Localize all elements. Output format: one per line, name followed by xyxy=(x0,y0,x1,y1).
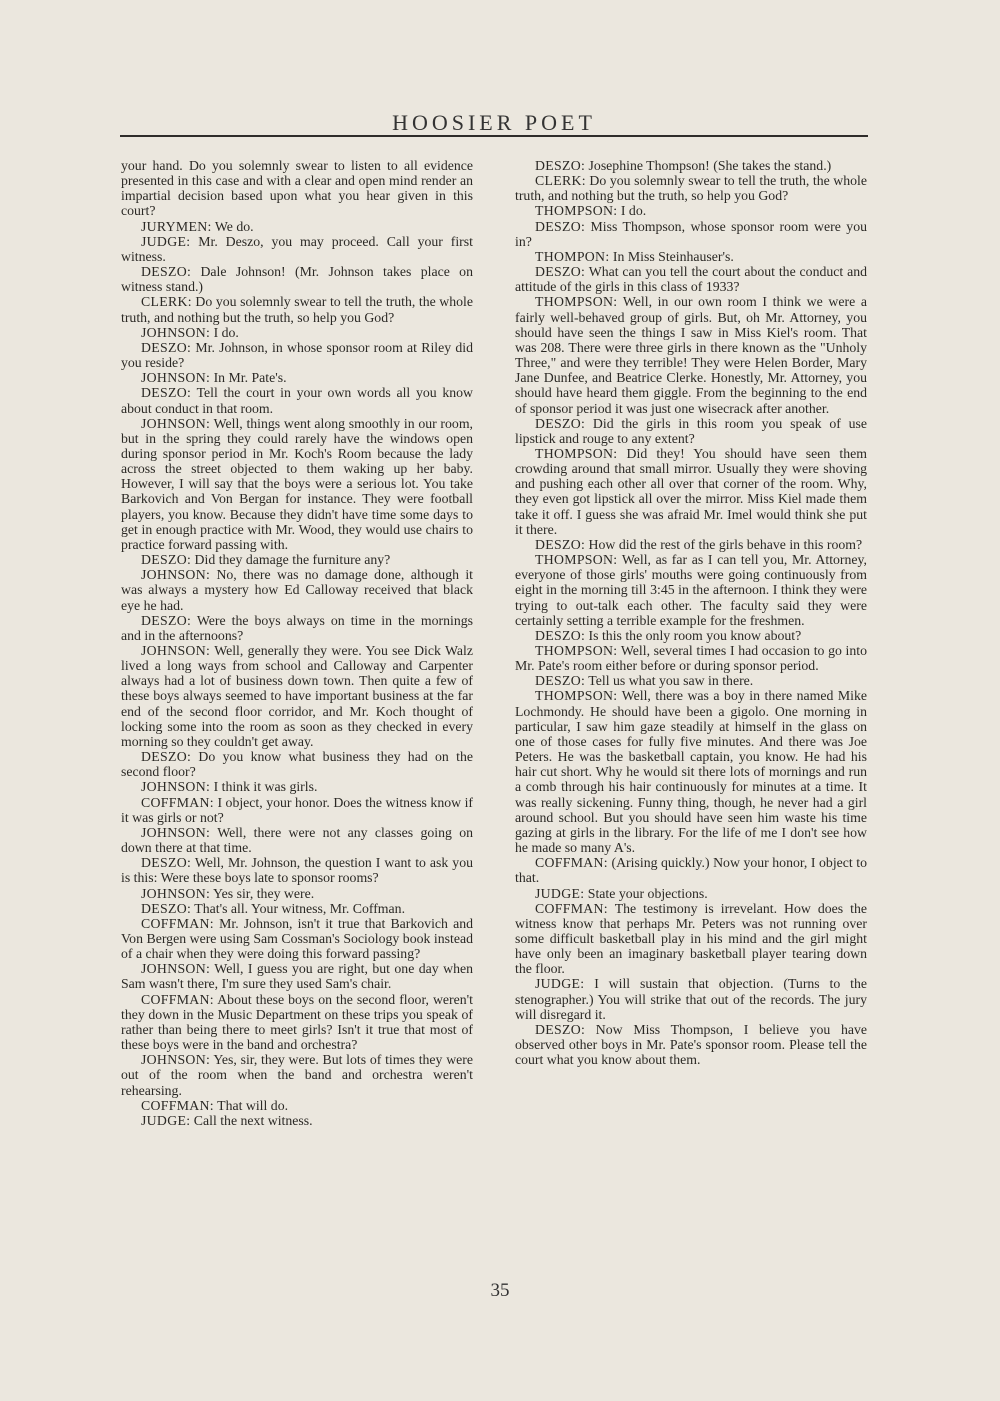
dialogue-paragraph xyxy=(515,976,867,1021)
dialogue-text: Tell the court in your own words all you know about conduct in that room. xyxy=(121,385,474,416)
dialogue-paragraph xyxy=(121,825,473,855)
dialogue-text: That will do. xyxy=(217,1097,289,1113)
speaker-label: JOHNSON: xyxy=(141,779,211,795)
speaker-label: DESZO: xyxy=(535,158,586,173)
speaker-label: JUDGE: xyxy=(535,885,585,901)
speaker-label: DESZO: xyxy=(535,415,586,431)
dialogue-paragraph xyxy=(515,855,867,885)
speaker-label: DESZO: xyxy=(535,218,586,234)
dialogue-text: Do you solemnly swear to tell the truth, the whole truth, and nothing but the truth, so help you God? xyxy=(515,173,868,204)
dialogue-text: Did they! You should have seen them crowding around that small mirror. Usually they were shoving and pushing each other all over that corner of the room. Why, they even got lipstick all over the mirror. Miss Kiel made them take it off. I guess she was afraid Mr. Imel would think she put it there. xyxy=(515,445,867,537)
dialogue-text: How did the rest of the girls behave in this room? xyxy=(588,536,863,552)
dialogue-paragraph xyxy=(515,294,867,415)
speaker-label: DESZO: xyxy=(535,673,586,689)
dialogue-text: I object, your honor. Does the witness know if it was girls or not? xyxy=(121,794,474,825)
speaker-label: COFFMAN: xyxy=(141,794,214,810)
dialogue-paragraph xyxy=(121,1113,473,1128)
dialogue-paragraph xyxy=(515,688,867,855)
dialogue-text: That's all. Your witness, Mr. Coffman. xyxy=(194,900,406,916)
dialogue-paragraph xyxy=(121,749,473,779)
speaker-label: JUDGE: xyxy=(535,976,585,992)
speaker-label: DESZO: xyxy=(141,339,192,355)
dialogue-paragraph xyxy=(515,628,867,643)
speaker-label: DESZO: xyxy=(141,855,192,871)
dialogue-text: The testimony is irrevelant. How does the witness know that perhaps Mr. Peters was not running over some difficult basketball play in his mind and the girl might have only been an imaginary basketball player tearing down the floor. xyxy=(515,900,868,977)
speaker-label: JOHNSON: xyxy=(141,324,211,340)
dialogue-text: Yes sir, they were. xyxy=(213,885,315,901)
dialogue-paragraph xyxy=(515,552,867,628)
dialogue-text: In Miss Steinhauser's. xyxy=(612,248,734,264)
dialogue-paragraph xyxy=(515,446,867,537)
dialogue-paragraph xyxy=(515,1022,867,1067)
speaker-label: JOHNSON: xyxy=(141,961,211,977)
speaker-label: DESZO: xyxy=(141,612,192,628)
speaker-label: DESZO: xyxy=(535,264,586,280)
dialogue-text: Do you solemnly swear to tell the truth, the whole truth, and nothing but the truth, so help you God? xyxy=(121,294,474,325)
dialogue-paragraph xyxy=(121,992,473,1053)
dialogue-paragraph xyxy=(121,385,473,415)
dialogue-paragraph xyxy=(121,567,473,612)
dialogue-text: Were the boys always on time in the mornings and in the afternoons? xyxy=(121,612,473,643)
speaker-label: COFFMAN: xyxy=(535,855,608,871)
speaker-label: JOHNSON: xyxy=(141,567,211,583)
left-column xyxy=(121,158,473,1128)
dialogue-text: We do. xyxy=(214,218,254,234)
speaker-label: JOHNSON: xyxy=(141,1052,211,1068)
dialogue-text: Well, I guess you are right, but one day when Sam wasn't there, I'm sure they used Sam's chair. xyxy=(121,961,473,992)
speaker-label: DESZO: xyxy=(141,552,192,568)
dialogue-paragraph xyxy=(121,158,473,219)
dialogue-text: Dale Johnson! (Mr. Johnson takes place on witness stand.) xyxy=(121,264,473,295)
speaker-label: COFFMAN: xyxy=(535,900,608,916)
speaker-label: THOMPSON: xyxy=(535,643,618,658)
dialogue-text: Now Miss Thompson, I believe you have observed other boys in Mr. Pate's sponsor room. Please tell the court what you know about them. xyxy=(515,1021,868,1068)
dialogue-text: No, there was no damage done, although it was always a mystery how Ed Calloway received that black eye he had. xyxy=(121,567,473,613)
dialogue-text: Well, in our own room I think we were a fairly well-behaved group of girls. But, oh Mr. Attorney, you should have seen the things I saw in Miss Kiel's room. That was 208. There were three girls in there known as the "Unholy Three," and were they terrible! They were Helen Border, Mary Jane Dunfee, and Beatrice Clerke. Honestly, Mr. Attorney, you should have heard them giggle. From the beginning to the end of sponsor period it was just one wisecrack after another. xyxy=(515,294,867,416)
speaker-label: CLERK: xyxy=(535,173,586,189)
speaker-label: THOMPSON: xyxy=(535,688,618,704)
dialogue-text: Josephine Thompson! (She takes the stand.) xyxy=(588,158,832,173)
dialogue-paragraph xyxy=(515,249,867,264)
speaker-label: THOMPSON: xyxy=(535,203,618,219)
speaker-label: JUDGE: xyxy=(141,1112,191,1128)
speaker-label: THOMPSON: xyxy=(535,294,618,310)
dialogue-text: I will sustain that objection. (Turns to the stenographer.) You will strike that out of the records. The jury will disregard it. xyxy=(515,976,867,1022)
speaker-label: COFFMAN: xyxy=(141,991,214,1007)
dialogue-paragraph xyxy=(121,264,473,294)
dialogue-paragraph xyxy=(515,901,867,977)
dialogue-paragraph xyxy=(121,325,473,340)
dialogue-text: Is this the only room you know about? xyxy=(588,627,802,643)
dialogue-text: Miss Thompson, whose sponsor room were you in? xyxy=(515,218,867,249)
speaker-label: DESZO: xyxy=(535,1021,586,1037)
dialogue-text: your hand. Do you solemnly swear to listen to all evidence presented in this case and with a clear and open mind render an impartial decision based upon what you hear given in this court? xyxy=(121,158,473,219)
speaker-label: THOMPSON: xyxy=(535,552,618,568)
dialogue-paragraph xyxy=(121,1052,473,1097)
dialogue-text: Call the next witness. xyxy=(193,1112,313,1128)
dialogue-text: Tell us what you saw in there. xyxy=(588,673,754,689)
dialogue-paragraph xyxy=(515,416,867,446)
dialogue-paragraph xyxy=(121,855,473,885)
speaker-label: THOMPSON: xyxy=(535,445,618,461)
speaker-label: COFFMAN: xyxy=(141,1097,214,1113)
dialogue-text: (Arising quickly.) Now your honor, I object to that. xyxy=(515,855,867,886)
page-header-title: HOOSIER POET xyxy=(392,110,596,135)
dialogue-text: Well, as far as I can tell you, Mr. Attorney, everyone of those girls' mouths were going continuously from eight in the morning till 3:45 in the afternoon. I think they were trying to out-talk each other. The faculty said they were certainly setting a terrible example for the freshmen. xyxy=(515,552,867,628)
speaker-label: DESZO: xyxy=(141,264,192,280)
dialogue-text: Do you know what business they had on the second floor? xyxy=(121,749,473,780)
speaker-label: DESZO: xyxy=(535,627,586,643)
dialogue-paragraph xyxy=(515,537,867,552)
dialogue-paragraph xyxy=(515,673,867,688)
dialogue-text: Did the girls in this room you speak of use lipstick and rouge to any extent? xyxy=(515,415,868,446)
dialogue-text: Well, Mr. Johnson, the question I want to ask you is this: Were these boys late to sponsor rooms? xyxy=(121,855,473,886)
dialogue-text: Well, there were not any classes going on down there at that time. xyxy=(121,824,473,856)
dialogue-paragraph xyxy=(121,370,473,385)
speaker-label: JUDGE: xyxy=(141,233,191,249)
dialogue-paragraph xyxy=(121,795,473,825)
speaker-label: DESZO: xyxy=(141,900,192,916)
dialogue-text: I do. xyxy=(620,203,647,219)
dialogue-paragraph xyxy=(121,294,473,324)
dialogue-paragraph xyxy=(121,901,473,916)
dialogue-paragraph xyxy=(121,1098,473,1113)
dialogue-paragraph xyxy=(121,416,473,552)
dialogue-paragraph xyxy=(121,886,473,901)
speaker-label: DESZO: xyxy=(141,749,192,765)
speaker-label: DESZO: xyxy=(141,385,192,401)
dialogue-text: What can you tell the court about the conduct and attitude of the girls in this class of 1933? xyxy=(515,264,867,295)
dialogue-paragraph xyxy=(121,643,473,749)
speaker-label: DESZO: xyxy=(535,536,586,552)
dialogue-paragraph xyxy=(121,234,473,264)
dialogue-text: Did they damage the furniture any? xyxy=(194,552,391,568)
header-rule xyxy=(120,135,868,137)
speaker-label: JOHNSON: xyxy=(141,643,211,658)
dialogue-text: Well, there was a boy in there named Mike Lochmondy. He should have been a gigolo. One morning in particular, I saw him gaze steadily at himself in the glass on one of those cases for fully five minutes. And there was Joe Peters. He was the basketball captain, you know. He had his hair cut short. Why he would sit there lots of mornings and run a comb through his hair continuously for minutes at a time. It was really sickening. Funny thing, though, he never had a girl around school. But you should have seen him waste his time gazing at girls in the library. For the life of me I don't see how he made so many A's. xyxy=(515,688,867,856)
dialogue-text: Mr. Johnson, isn't it true that Barkovich and Von Bergen were using Sam Cossman's Sociology book instead of a chair when they were doing this forward passing? xyxy=(121,915,473,962)
dialogue-paragraph xyxy=(121,916,473,961)
right-column xyxy=(515,158,867,1067)
speaker-label: CLERK: xyxy=(141,294,192,310)
dialogue-text: In Mr. Pate's. xyxy=(213,370,287,386)
dialogue-paragraph xyxy=(515,203,867,218)
dialogue-paragraph xyxy=(121,779,473,794)
dialogue-text: State your objections. xyxy=(587,885,708,901)
speaker-label: JURYMEN: xyxy=(141,218,212,234)
dialogue-paragraph xyxy=(121,613,473,643)
dialogue-text: Mr. Johnson, in whose sponsor room at Riley did you reside? xyxy=(121,339,473,371)
dialogue-text: About these boys on the second floor, weren't they down in the Music Department on these trips you speak of rather than being there to meet girls? Isn't it true that most of these boys were in the band and orchestra? xyxy=(121,991,473,1053)
dialogue-paragraph xyxy=(515,886,867,901)
dialogue-text: Well, generally they were. You see Dick Walz lived a long ways from school and Calloway and Carpenter always had a lot of business down town. Then quite a few of these boys always seemed to have important business at the far end of the second floor corridor, and Mr. Koch thought of locking some into the room as soon as they checked in every morning so they couldn't get away. xyxy=(121,643,473,749)
dialogue-text: I do. xyxy=(213,324,239,340)
dialogue-text: Yes, sir, they were. But lots of times they were out of the room when the band and orchestra weren't rehearsing. xyxy=(121,1052,473,1098)
speaker-label: COFFMAN: xyxy=(141,915,214,931)
speaker-label: JOHNSON: xyxy=(141,885,211,901)
dialogue-paragraph xyxy=(515,158,867,173)
dialogue-paragraph xyxy=(121,961,473,991)
dialogue-paragraph xyxy=(515,643,867,673)
page-number: 35 xyxy=(490,1280,510,1301)
dialogue-paragraph xyxy=(515,173,867,203)
dialogue-paragraph xyxy=(121,552,473,567)
speaker-label: JOHNSON: xyxy=(141,824,211,840)
dialogue-paragraph xyxy=(121,340,473,370)
speaker-label: THOMPON: xyxy=(535,248,610,264)
dialogue-paragraph xyxy=(515,219,867,249)
dialogue-text: Mr. Deszo, you may proceed. Call your first witness. xyxy=(121,233,473,264)
dialogue-paragraph xyxy=(515,264,867,294)
speaker-label: JOHNSON: xyxy=(141,415,211,431)
dialogue-paragraph xyxy=(121,219,473,234)
dialogue-text: I think it was girls. xyxy=(213,779,318,795)
dialogue-text: Well, things went along smoothly in our room, but in the spring they could rarely have the windows open during sponsor period in Mr. Koch's Room because the lady across the street objected to them waking up her baby. However, I will say that the boys were a serious lot. You take Barkovich and Von Bergan for instance. They were football players, you know. Because they didn't have time some days to get in enough practice with Mr. Wood, they would use chairs to practice forward passing with. xyxy=(121,415,473,552)
dialogue-text: Well, several times I had occasion to go into Mr. Pate's room either before or during sponsor period. xyxy=(515,643,868,674)
speaker-label: JOHNSON: xyxy=(141,370,211,386)
